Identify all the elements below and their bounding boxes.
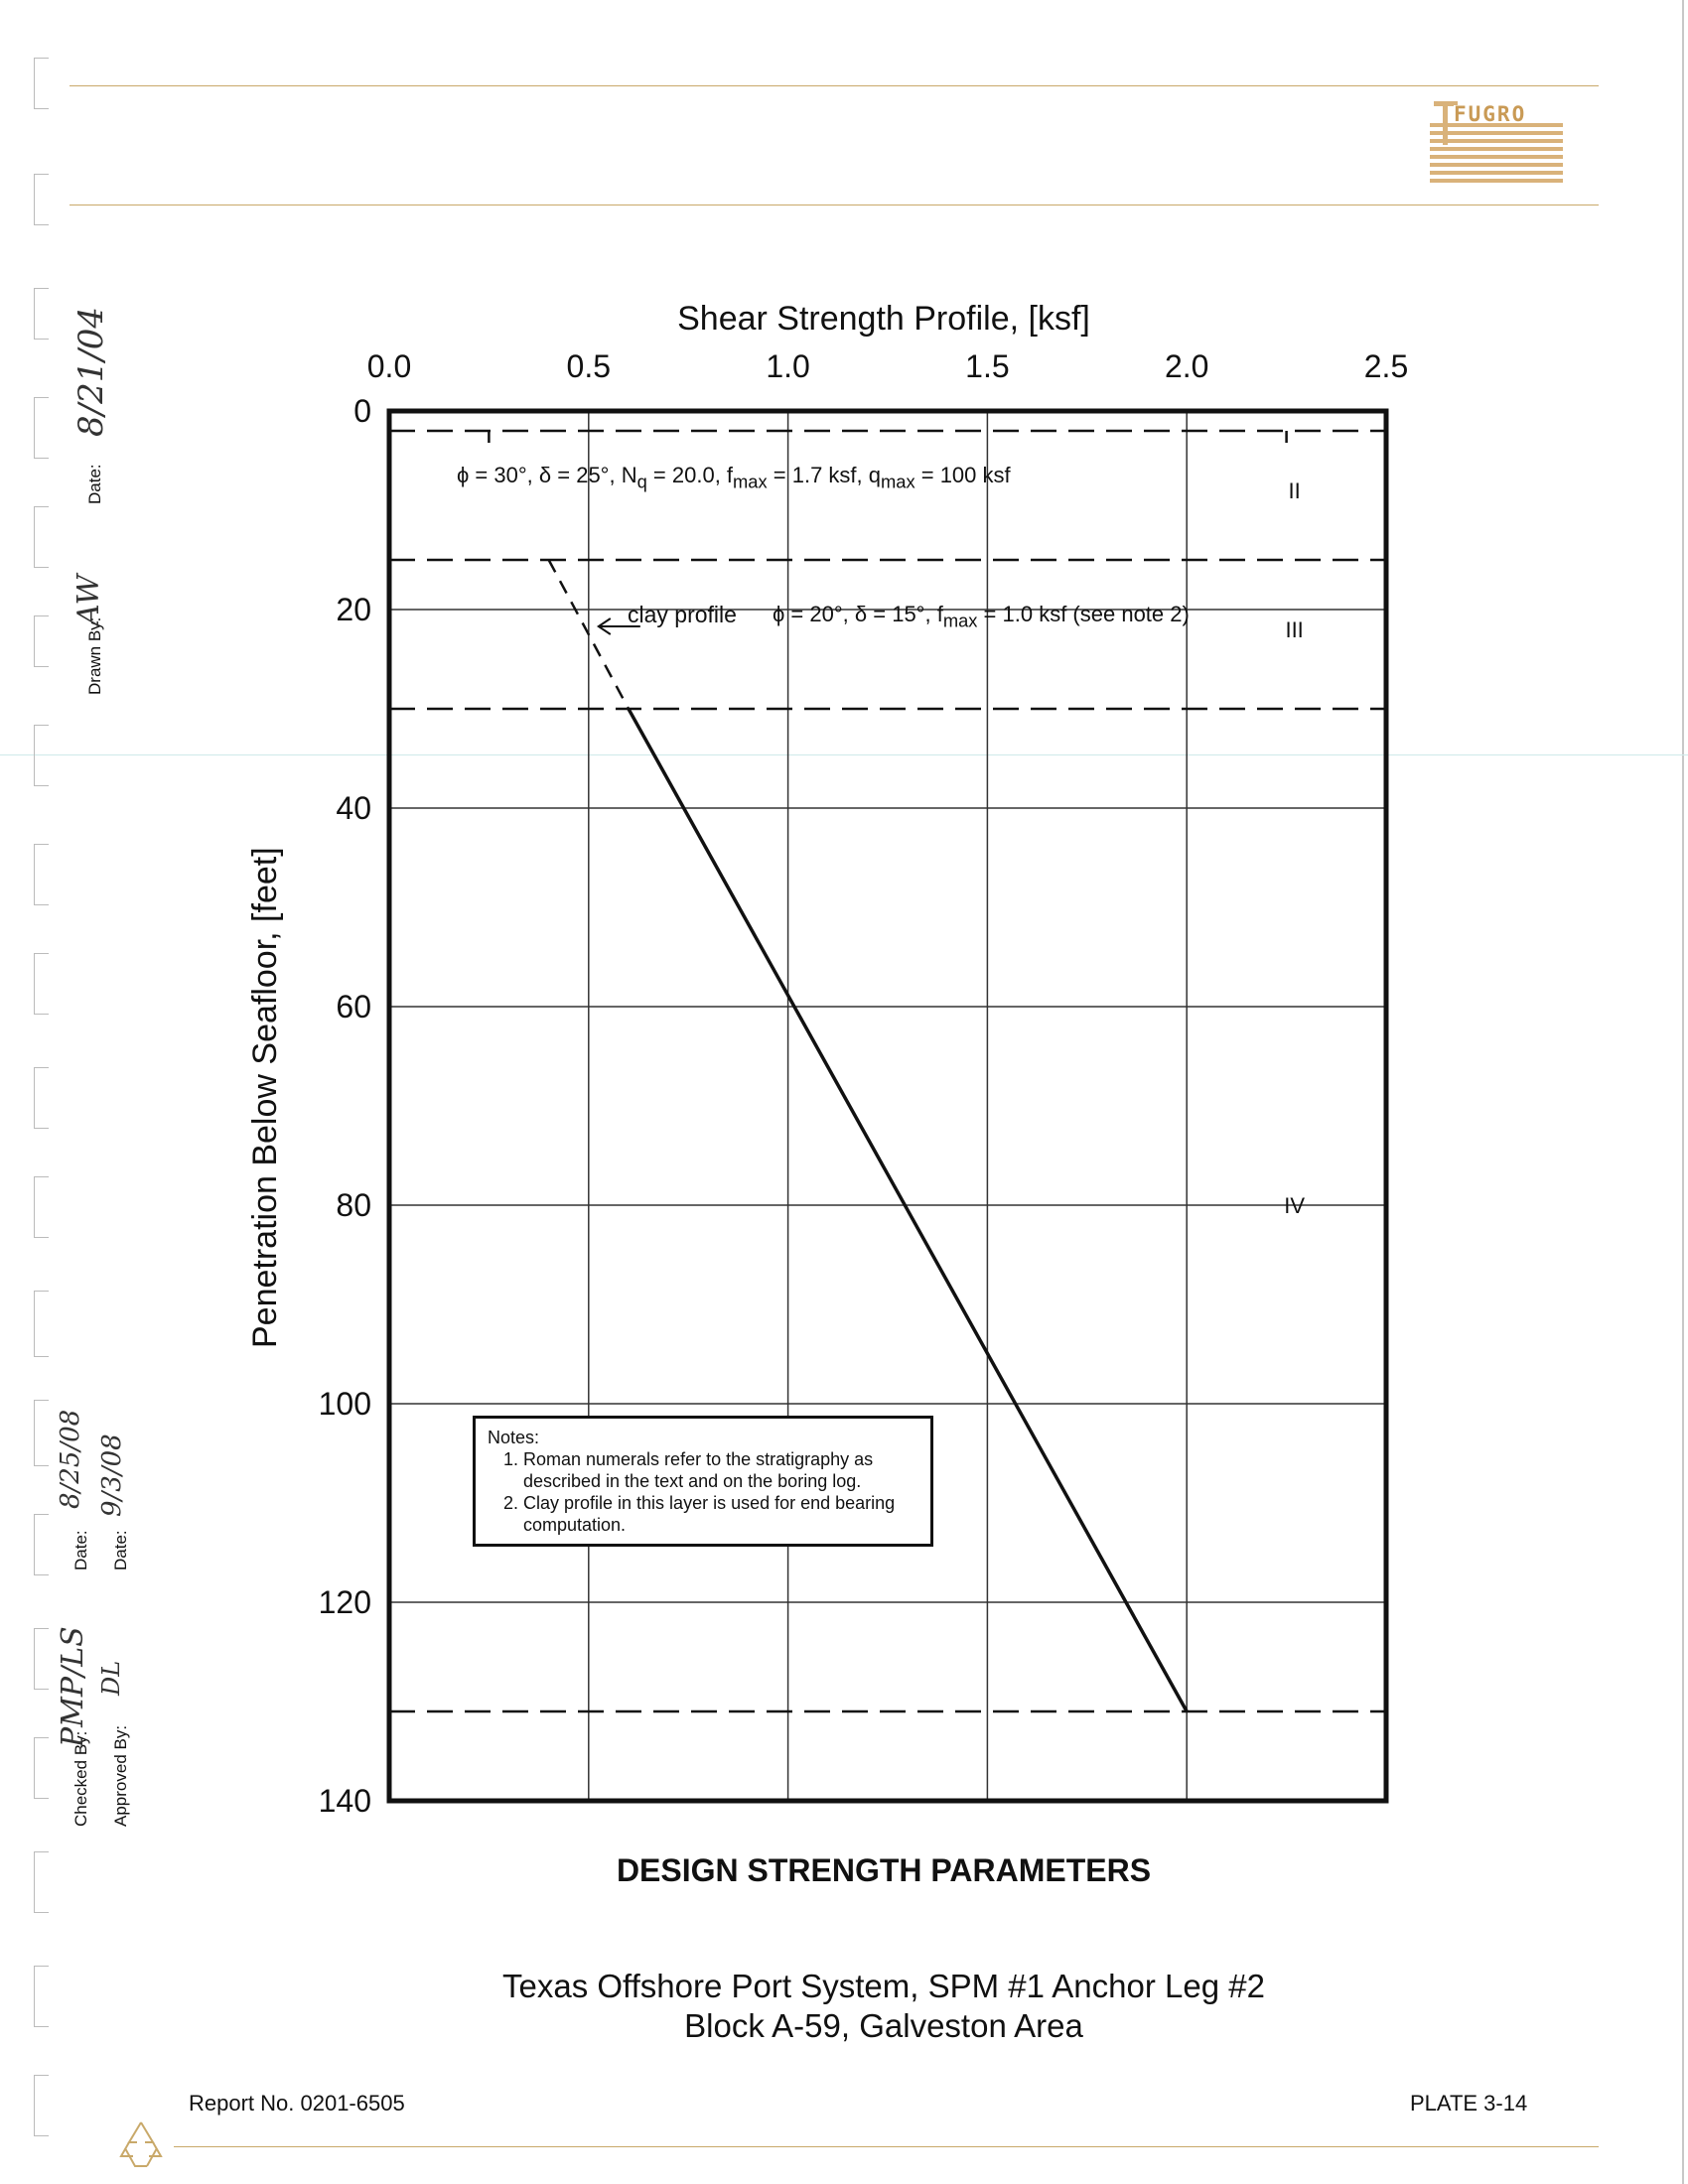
plate-title: DESIGN STRENGTH PARAMETERS: [616, 1852, 1152, 1888]
x-tick-label: 2.5: [1363, 348, 1409, 384]
approved-by-label: Approved By:: [111, 1724, 130, 1827]
y-tick-label: 0: [353, 393, 371, 429]
notes-list: [488, 1448, 918, 1536]
clay-profile-annotation: clay profile: [628, 602, 737, 627]
x-tick-label: 1.0: [766, 348, 810, 384]
project-line-2: Block A-59, Galveston Area: [684, 2007, 1083, 2044]
recycle-icon: [111, 2115, 171, 2174]
y-tick-label: 100: [318, 1386, 371, 1422]
x-tick-label: 2.0: [1164, 348, 1209, 384]
recycle-icon-graphic: [111, 2115, 171, 2174]
y-axis-label: Penetration Below Seafloor, [feet]: [246, 847, 284, 1348]
layer-iii-parameters: ϕ = 20°, δ = 15°, $f_{max} = 1.0$ ksf (see note 2): [773, 602, 1190, 631]
y-tick-label: 20: [336, 592, 371, 627]
layer-ii-parameters: ϕ = 30°, δ = 25°, $N_q = 20.0$, $f_{max} = 1.7$ ksf, $q_{max} = 100$ ksf: [457, 463, 1011, 492]
notes-title: Notes:: [488, 1428, 540, 1447]
y-tick-label: 60: [336, 989, 371, 1024]
checked-by-value: PMP/LS: [56, 1626, 90, 1747]
drawn-date-value: 8/21/04: [71, 306, 111, 437]
report-number: Report No. 0201-6505: [189, 2091, 405, 2116]
approved-date-label: Date:: [111, 1530, 130, 1570]
y-tick-label: 40: [336, 790, 371, 826]
x-tick-label: 1.5: [965, 348, 1010, 384]
layer-label: II: [1288, 478, 1301, 503]
approved-date-value: 9/3/08: [97, 1433, 127, 1517]
layer-label: III: [1285, 617, 1304, 642]
drawn-by-signature: AW: [71, 574, 106, 625]
project-line-1: Texas Offshore Port System, SPM #1 Anchor Leg #2: [502, 1968, 1265, 2004]
plate-number: PLATE 3-14: [1410, 2091, 1528, 2116]
note-item-2: 2. Clay profile in this layer is used for end bearing computation.: [523, 1492, 918, 1536]
logo-text: FUGRO: [1454, 102, 1527, 126]
x-tick-label: 0.5: [566, 348, 612, 384]
y-tick-label: 120: [318, 1584, 371, 1620]
checked-by-label: Checked By:: [71, 1730, 90, 1827]
drawn-date-label: Date:: [85, 464, 104, 504]
y-tick-label: 80: [336, 1187, 371, 1223]
x-tick-label: 0.0: [366, 348, 412, 384]
note-item-1: 1. Roman numerals refer to the stratigraphy as described in the text and on the boring log.: [523, 1448, 918, 1492]
chart-title: Shear Strength Profile, [ksf]: [677, 300, 1090, 338]
shear-strength-line: [629, 709, 1187, 1711]
y-tick-label: 140: [318, 1783, 371, 1819]
checked-date-label: Date:: [71, 1530, 90, 1570]
approved-by-value: DL: [97, 1660, 125, 1696]
drawn-by-label: Drawn By:: [85, 616, 104, 695]
layer-label: IV: [1284, 1193, 1306, 1218]
notes-box: [473, 1416, 933, 1547]
checked-date-value: 8/25/08: [56, 1409, 85, 1509]
